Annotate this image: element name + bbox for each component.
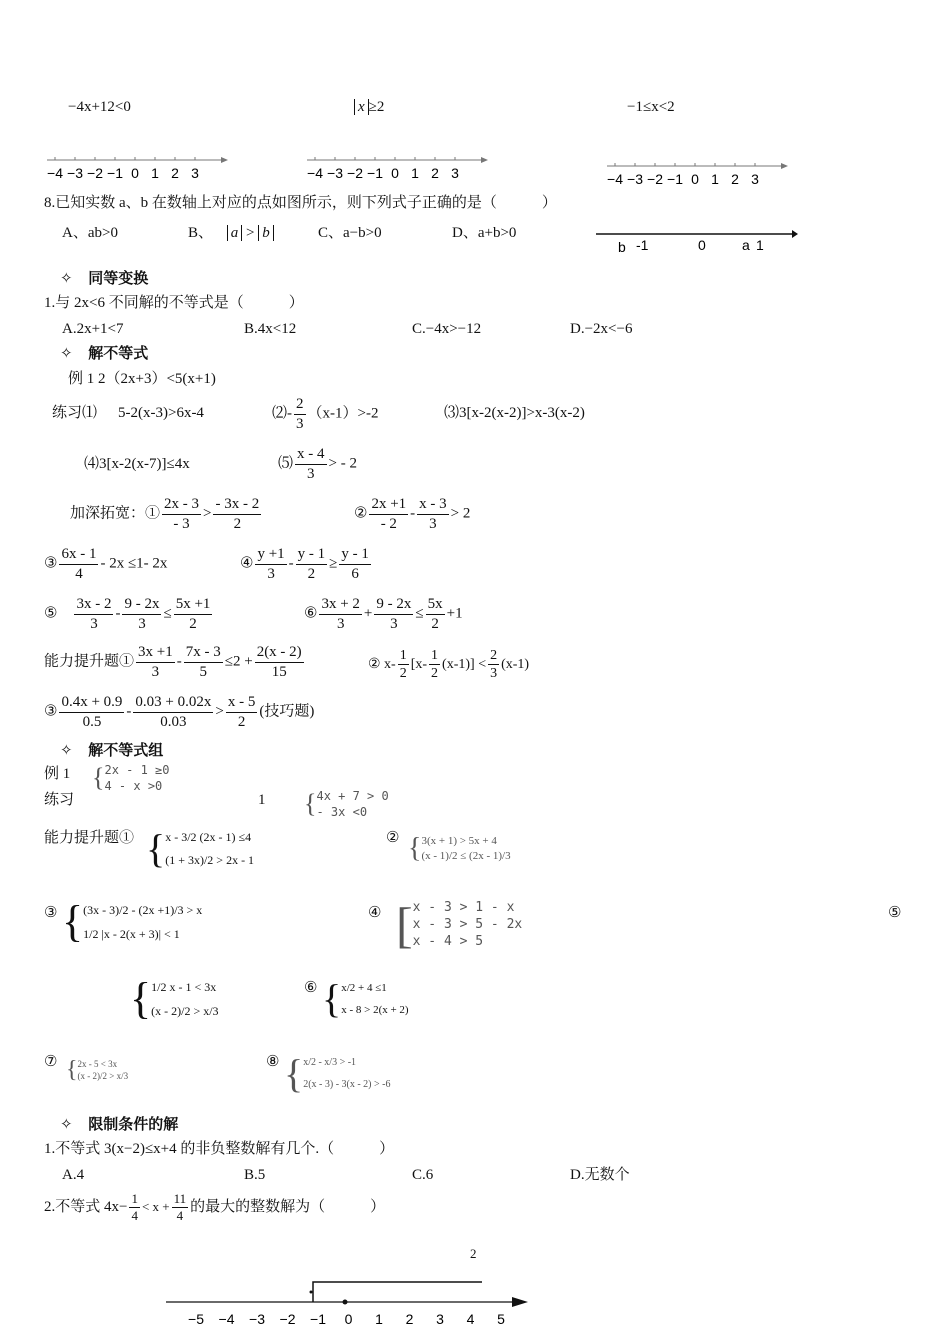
q8-number-line [592,222,802,258]
fraction [59,694,124,730]
numerator: 5x [426,596,445,615]
advanced-1 [44,644,306,680]
system-rows [303,1052,390,1096]
denominator: 3 [296,415,304,432]
brace: { [66,1057,78,1084]
fraction [417,496,449,532]
numerator: - 3x - 2 [213,496,261,515]
axis-tick-label: −3 [627,171,643,187]
practice-3: ⑶3[x-2(x-2)]>x-3(x-2) [444,405,585,421]
axis-tick-label: 0 [131,165,139,181]
axis-tick-label: −3 [67,165,83,181]
bottom-axis-label: 4 [466,1311,475,1327]
denominator: 3 [307,465,315,482]
row: x - 3 > 5 - 2x [412,916,523,932]
system-rows [83,898,202,946]
axis-arrow [481,157,488,163]
operator: ≤ [163,605,172,622]
fraction [255,644,304,680]
advanced-3 [44,694,314,730]
label: ② [354,505,368,522]
post: 的最大的整数解为（ ） [190,1199,386,1216]
inequality-3: −1≤x<2 [627,99,675,115]
brace: { [130,974,152,1023]
denominator: 3 [336,615,345,632]
row: x - 4 > 5 [412,933,484,949]
denominator: 2 [237,713,246,730]
q8-option-b [188,226,274,241]
fraction [162,496,201,532]
section-inequality-system: ✧ 解不等式组 [60,741,164,759]
denominator: 4 [75,565,83,582]
fraction [122,596,161,632]
q8-axis-b: b [618,239,626,255]
system-4-label: ④ [368,905,382,921]
fraction [255,546,286,582]
row: (1 + 3x)/2 > 2x - 1 [165,852,255,867]
denominator: 3 [151,663,160,680]
number-line-1 [45,152,235,182]
fraction [213,496,261,532]
practice-5 [278,446,357,482]
fraction [339,546,371,582]
system-advanced-7 [66,1058,128,1082]
section-equivalent-transform: ✧ 同等变换 [60,269,149,287]
denominator: 2 [431,666,439,682]
equiv-option-c: C.−4x>−12 [412,321,482,337]
bottom-axis-label: 2 [405,1311,414,1327]
pre: 2.不等式 4x− [44,1199,128,1216]
bottom-axis-label: −3 [249,1311,265,1327]
numerator: 11 [172,1192,189,1208]
fraction [398,648,409,682]
deepen-5 [44,596,214,632]
system-advanced-1 [146,826,254,872]
label: ③ [44,703,58,720]
section-system-title: 解不等式组 [88,741,164,759]
q8-axis-one: 1 [756,237,764,253]
axis-tick-label: −3 [327,165,343,181]
label: 能力提升题① [44,653,135,670]
axis-tick-label: 0 [391,165,399,181]
row: 1/2 |x - 2(x + 3)| < 1 [83,927,180,941]
system-example-label: 例 1 [44,766,71,782]
brace: { [284,1051,304,1096]
row: (x - 2)/2 > x/3 [151,1004,219,1018]
q8-option-b-op: > [246,225,255,241]
numerator: x - 4 [295,446,327,465]
fraction [174,596,213,632]
operator: > [215,703,224,720]
system-example [92,762,170,794]
operator: - [176,653,182,670]
bottom-number-line [160,1272,540,1332]
row: (3x - 3)/2 - (2x +1)/3 > x [83,903,203,917]
bottom-axis-label: 3 [436,1311,444,1327]
denominator: 3 [490,666,498,682]
restrict-question-1: 1.不等式 3(x−2)≤x+4 的非负整数解有几个.（ ） [44,1141,395,1157]
practice-5-post: > - 2 [328,455,357,472]
number-line-3 [605,158,795,188]
bottom-axis-label: 0 [344,1311,353,1327]
equiv-option-b: B.4x<12 [244,321,297,337]
deepen-2 [354,496,470,532]
deepen-1 [70,496,263,532]
denominator: 2 [431,615,439,632]
brace: { [146,825,166,871]
practice-label: 练习⑴ [52,405,98,421]
axis-tick-label: 1 [411,165,419,181]
numerator: 3x +1 [136,644,175,663]
row: x - 3 > 1 - x [412,900,515,915]
numerator: 2(x - 2) [255,644,304,663]
axis-tick-label: 2 [171,165,179,181]
brace: { [92,763,105,793]
q8-axis-minus1: -1 [636,237,649,253]
inequality-1: −4x+12<0 [68,99,131,115]
denominator: 0.5 [82,713,102,730]
page-number: 2 [470,1246,477,1261]
denominator: 4 [176,1208,184,1224]
system-advanced-4 [396,897,523,954]
abs-b: b [258,225,274,241]
axis-tick-label: −2 [87,165,103,181]
restrict-option-d: D.无数个 [570,1167,630,1183]
operator: ≥ [329,555,338,572]
q8-axis-a: a [742,237,750,253]
numerator: x - 5 [226,694,258,713]
q8-option-c: C、a−b>0 [318,225,382,241]
label: ④ [240,555,254,572]
axis-tick-label: 2 [731,171,739,187]
restrict-question-2 [44,1192,385,1224]
practice-1: 5-2(x-3)>6x-4 [118,405,204,421]
label: ③ [44,555,58,572]
denominator: 3 [390,615,398,632]
system-6-label: ⑥ [304,980,318,996]
label: ⑥ [304,605,318,622]
fraction [488,648,499,682]
system-rows [104,762,169,794]
operator: - [115,605,121,622]
row: x - 8 > 2(x + 2) [341,1004,409,1016]
system-practice-1 [304,788,389,820]
equiv-option-d: D.−2x<−6 [570,321,633,337]
post: (技巧题) [259,703,315,720]
post: +1 [446,605,463,622]
axis-tick-label: −1 [107,165,123,181]
fraction [295,446,327,482]
mid: < x + [141,1199,170,1215]
denominator: 2 [233,515,242,532]
system-practice-label: 练习 [44,792,75,808]
row: (x - 1)/2 ≤ (2x - 1)/3 [421,849,511,862]
operator: ≤2 + [224,653,253,670]
numerator: y +1 [255,546,286,565]
numerator: 9 - 2x [122,596,161,615]
bottom-axis-label: −1 [310,1311,326,1327]
system-7-label: ⑦ [44,1054,58,1070]
numerator: 6x - 1 [59,546,98,565]
q8-option-b-label: B、 [188,225,214,241]
inequality-2 [354,100,384,115]
system-5-label: ⑤ [888,905,902,921]
row: 3(x + 1) > 5x + 4 [421,835,497,847]
axis-tick-label: −2 [347,165,363,181]
system-practice-number: 1 [258,792,266,808]
bottom-axis-label: 1 [375,1311,383,1327]
numerator: x - 3 [417,496,449,515]
row: (x - 2)/2 > x/3 [77,1071,129,1082]
deepen-6 [304,596,463,632]
numerator: y - 1 [339,546,371,565]
numerator: 5x +1 [174,596,213,615]
deepen-label: 加深拓宽：① [70,505,161,522]
deepen-3 [44,546,167,582]
bottom-axis-label: −2 [279,1311,296,1327]
system-advanced-8 [284,1052,390,1096]
row: - 3x <0 [316,805,368,820]
fraction [294,396,306,432]
practice-2-post: （x-1）>-2 [307,405,379,422]
operator: > [203,505,212,522]
denominator: 3 [90,615,98,632]
section-solve-inequality: ✧ 解不等式 [60,344,149,362]
restrict-option-a: A.4 [62,1167,85,1183]
denominator: - 3 [173,515,190,532]
post: - 2x ≤1- 2x [100,555,168,572]
numerator: 7x - 3 [184,644,223,663]
denominator: 3 [429,515,437,532]
axis-tick-label: 0 [691,171,699,187]
system-3-label: ③ [44,905,58,921]
axis-tick-label: −4 [607,171,623,187]
fraction [74,596,113,632]
numerator: 0.4x + 0.9 [59,694,124,713]
fraction [184,644,223,680]
system-rows [341,977,408,1021]
advanced-2 [368,648,529,682]
axis-tick-label: 1 [711,171,719,187]
system-8-label: ⑧ [266,1054,280,1070]
denominator: 3 [138,615,146,632]
row: x/2 + 4 ≤1 [341,982,387,994]
fraction [136,644,175,680]
denominator: 2 [307,565,316,582]
practice-5-pre: ⑸ [278,455,294,472]
numerator: 2 [294,396,306,415]
numerator: 3x - 2 [74,596,113,615]
denominator: 5 [199,663,207,680]
fraction [133,694,213,730]
restrict-option-c: C.6 [412,1167,434,1183]
mid: [x- [410,657,428,673]
fraction [374,596,413,632]
denominator: 2 [399,666,407,682]
denominator: 15 [271,663,287,680]
denominator: 4 [131,1208,138,1224]
solve-example-1: 例 1 2（2x+3）<5(x+1) [68,371,216,387]
numerator: 3x + 2 [319,596,361,615]
brace: { [62,897,84,946]
operator: - [410,505,416,522]
row: x - 3/2 (2x - 1) ≤4 [165,830,252,844]
fraction [296,546,328,582]
axis-tick-label: −1 [367,165,383,181]
brace: { [304,789,317,819]
numerator: 9 - 2x [374,596,413,615]
practice-4: ⑷3[x-2(x-7)]≤4x [84,456,190,472]
system-rows [413,900,523,951]
fraction [226,694,258,730]
fraction [319,596,361,632]
row: 4 - x >0 [104,779,163,794]
post: (x-1) [501,657,530,673]
brace: { [322,976,342,1021]
fraction [172,1192,189,1224]
axis-tick-label: −2 [647,171,663,187]
row: 2x - 1 ≥0 [104,763,170,777]
mid2: (x-1)] < [442,657,487,673]
axis-tick-label: 3 [191,165,199,181]
restrict-option-b: B.5 [244,1167,266,1183]
numerator: 2 [488,648,499,665]
section-restricted-solutions: ✧ 限制条件的解 [60,1115,179,1133]
row: 1/2 x - 1 < 3x [151,980,217,994]
section-solve-title: 解不等式 [88,344,149,362]
denominator: 6 [351,565,359,582]
inequality-2-rest: ≥2 [368,99,385,115]
bottom-axis-label: −5 [188,1311,204,1327]
numerator: 1 [429,648,440,665]
system-advanced-5 [130,975,219,1023]
q8-axis-zero: 0 [698,237,706,253]
q8-option-a: A、ab>0 [62,225,118,241]
practice-2 [272,396,378,432]
system-2-label: ② [386,830,400,846]
axis-tick-label: −4 [47,165,63,181]
abs-x: x [354,99,369,115]
equiv-question-1: 1.与 2x<6 不同解的不等式是（ ） [44,295,304,311]
system-advanced-2 [408,834,511,864]
axis-tick-label: −1 [667,171,683,187]
row: 2x - 5 < 3x [77,1059,118,1069]
numerator: 1 [398,648,409,665]
row: x/2 - x/3 > -1 [303,1057,357,1068]
denominator: 2 [189,615,197,632]
post: > 2 [450,505,471,522]
axis-tick-label: 3 [751,171,759,187]
axis-tick-label: −4 [307,165,323,181]
axis-tick-label: 3 [451,165,459,181]
system-rows [165,826,254,872]
denominator: 0.03 [160,713,187,730]
fraction [369,496,408,532]
brace: [ [396,897,413,954]
fraction [426,596,445,632]
bottom-axis-label: 5 [497,1311,505,1327]
fraction [129,1192,140,1224]
fraction [59,546,98,582]
operator: - [126,703,132,720]
operator: ≤ [415,605,424,622]
number-line-2 [305,152,495,182]
deepen-4 [240,546,373,582]
label: ⑤ [44,605,58,622]
operator: - [288,555,294,572]
system-rows [78,1058,129,1082]
system-advanced-6 [322,977,409,1021]
pre: ② x- [368,657,396,673]
denominator: - 2 [380,515,397,532]
section-restrict-title: 限制条件的解 [88,1115,179,1133]
brace: { [408,832,422,864]
row: 2(x - 3) - 3(x - 2) > -6 [303,1079,391,1090]
fraction [429,648,440,682]
axis-arrow [781,163,788,169]
axis-arrow [221,157,228,163]
q8-option-d: D、a+b>0 [452,225,517,241]
abs-a: a [227,225,243,241]
question-8-stem: 8.已知实数 a、b 在数轴上对应的点如图所示，则下列式子正确的是（ ） [44,195,557,211]
system-rows [316,788,388,820]
section-equivalent-title: 同等变换 [88,269,149,287]
numerator: 1 [129,1192,140,1208]
practice-2-pre: ⑵- [272,405,292,422]
system-rows [421,834,510,864]
axis-tick-label: 2 [431,165,439,181]
numerator: 0.03 + 0.02x [133,694,213,713]
system-advanced-3 [62,898,202,946]
denominator: 3 [267,565,275,582]
axis-tick-label: 1 [151,165,159,181]
row: 4x + 7 > 0 [316,789,389,803]
system-rows [151,975,218,1023]
operator: + [363,605,373,622]
equiv-option-a: A.2x+1<7 [62,321,124,337]
bottom-axis-label: −4 [218,1311,235,1327]
numerator: 2x +1 [369,496,408,515]
system-advanced-label: 能力提升题① [44,830,135,846]
numerator: y - 1 [296,546,328,565]
numerator: 2x - 3 [162,496,201,515]
